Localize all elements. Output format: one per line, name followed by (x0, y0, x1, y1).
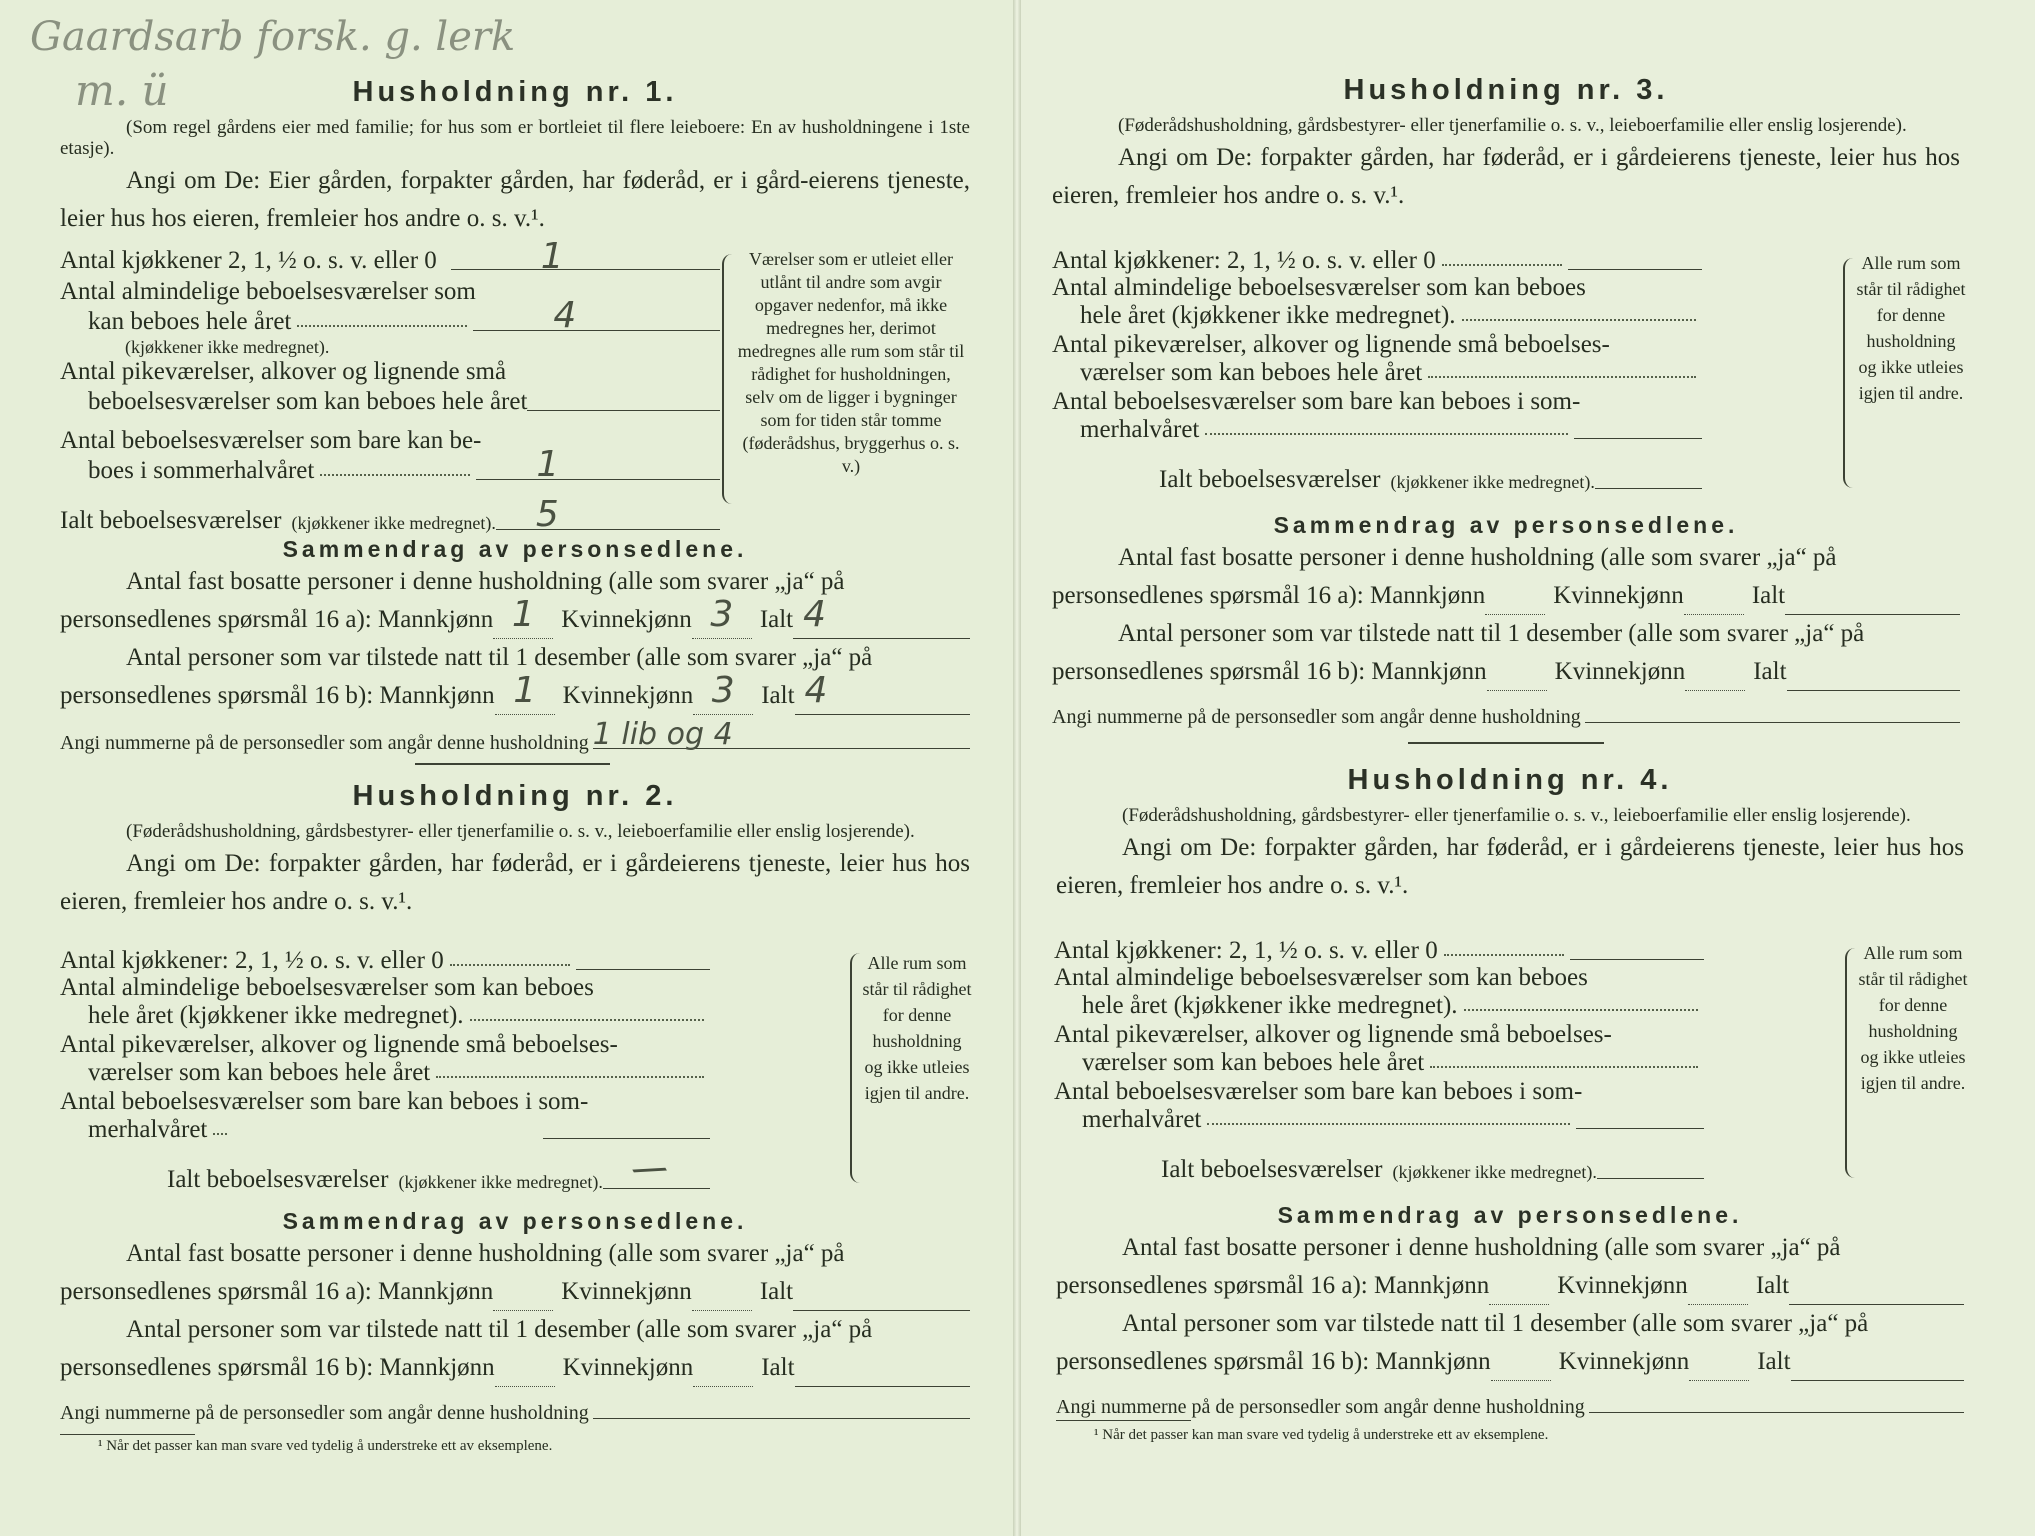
kvinne-label: Kvinnekjønn (1557, 1272, 1688, 1299)
alm-label-1: Antal almindelige beboelsesværelser som kan beboes (60, 974, 594, 1001)
til-mann-field[interactable] (495, 670, 555, 715)
fast-question: Antal fast bosatte personer i denne husholdning (alle som svarer „ja“ på (126, 568, 845, 595)
summary-title: Sammendrag av personsedlene. (1273, 512, 1739, 538)
husholdning-2 (60, 780, 970, 921)
fast-ialt-value: 4 (803, 594, 827, 635)
fast-mann-value: 1 (511, 594, 535, 635)
bracket (722, 254, 734, 504)
section-title: Husholdning nr. 2. (352, 780, 678, 812)
h4-rooms (1054, 934, 1704, 1183)
fast-kvinne-field[interactable] (692, 1286, 752, 1311)
section-note: (Føderådshusholdning, gårdsbestyrer- eller tjenerfamilie o. s. v., leieboerfamilie eller enslig losjerende). (1118, 115, 1907, 136)
separator (415, 763, 610, 765)
nummer-field[interactable] (1585, 722, 1960, 723)
section-title: Husholdning nr. 1. (352, 76, 678, 108)
kjokkener-value: 1 (540, 236, 564, 277)
sommer-label-1: Antal beboelsesværelser som bare kan beboes i som- (1052, 388, 1581, 415)
husholdning-1 (60, 76, 970, 238)
ialt-label: Ialt (759, 1278, 794, 1305)
kjokkener-label: Antal kjøkkener: 2, 1, ½ o. s. v. eller 0 (1052, 247, 1436, 274)
sommer-label-1: Antal beboelsesværelser som bare kan be- (60, 427, 482, 454)
alm-label-2: hele året (kjøkkener ikke medregnet). (1080, 302, 1456, 329)
sommer-label-2: merhalvåret (88, 1116, 208, 1143)
fast-label: personsedlenes spørsmål 16 a): Mannkjønn (60, 606, 494, 633)
section-note: (Som regel gårdens eier med familie; for hus som er bortleiet til flere leieboere: En av husholdningene i 1ste etasje). (60, 117, 970, 159)
pike-label-2: værelser som kan beboes hele året (88, 1059, 431, 1086)
ialt-rooms-label: Ialt beboelsesværelser (60, 507, 282, 534)
fast-label: personsedlenes spørsmål 16 a): Mannkjønn (1052, 582, 1486, 609)
pike-label-1: Antal pikeværelser, alkover og lignende små beboelses- (1052, 331, 1610, 358)
h2-rooms (60, 944, 710, 1193)
fast-ialt-field[interactable] (1789, 1280, 1964, 1305)
ialt-rooms-value: / (628, 1154, 671, 1186)
til-question: Antal personer som var tilstede natt til 1 desember (alle som svarer „ja“ på (126, 644, 873, 671)
kvinne-label: Kvinnekjønn (561, 1278, 692, 1305)
alm-label-1: Antal almindelige beboelsesværelser som kan beboes (1052, 274, 1586, 301)
ialt-rooms-note: (kjøkkener ikke medregnet). (1392, 1162, 1597, 1182)
pike-label-2: beboelsesværelser som kan beboes hele året (88, 388, 528, 415)
til-mann-field[interactable] (1491, 1356, 1551, 1381)
pike-label-1: Antal pikeværelser, alkover og lignende små beboelses- (1054, 1021, 1612, 1048)
footnote: ¹ Når det passer kan man svare ved tydelig å understreke ett av eksemplene. (1094, 1427, 1549, 1443)
bracket (850, 953, 862, 1183)
section-note: (Føderådshusholdning, gårdsbestyrer- eller tjenerfamilie o. s. v., leieboerfamilie eller enslig losjerende). (1122, 805, 1911, 826)
fast-label: personsedlenes spørsmål 16 a): Mannkjønn (1056, 1272, 1490, 1299)
ialt-label: Ialt (1755, 1272, 1790, 1299)
section-title: Husholdning nr. 3. (1343, 74, 1669, 106)
fast-mann-field[interactable] (493, 594, 553, 639)
sommer-field[interactable] (543, 1138, 710, 1139)
handwritten-initials: m. ü (75, 66, 169, 115)
kvinne-label: Kvinnekjønn (1558, 1348, 1690, 1375)
footnote: ¹ Når det passer kan man svare ved tydelig å understreke ett av eksemplene. (98, 1438, 553, 1454)
brace-note: Alle rum som står til rådighet for denne husholdning og ikke utleies igjen til andre. (1856, 253, 1966, 403)
nummer-label: Angi nummerne på de personsedler som angår denne husholdning (60, 1402, 589, 1424)
nummer-label: Angi nummerne på de personsedler som angår denne husholdning (1056, 1396, 1585, 1418)
alm-label-1: Antal almindelige beboelsesværelser som (60, 278, 476, 305)
ialt-label: Ialt (759, 606, 794, 633)
fast-mann-field[interactable] (493, 1286, 553, 1311)
nummer-field[interactable] (1589, 1412, 1964, 1413)
til-question: Antal personer som var tilstede natt til 1 desember (alle som svarer „ja“ på (126, 1316, 873, 1343)
til-kvinne-field[interactable] (1685, 666, 1745, 691)
til-mann-value: 1 (513, 670, 537, 711)
til-question: Antal personer som var tilstede natt til 1 desember (alle som svarer „ja“ på (1118, 620, 1865, 647)
ialt-label: Ialt (1757, 1348, 1791, 1375)
ialt-rooms-value: 5 (535, 494, 559, 535)
alm-label-2: kan beboes hele året (88, 308, 292, 335)
nummer-label: Angi nummerne på de personsedler som angår denne husholdning (1052, 706, 1581, 728)
til-mann-field[interactable] (1487, 666, 1547, 691)
section-title: Husholdning nr. 4. (1347, 764, 1673, 796)
brace-note: Alle rum som står til rådighet for denne husholdning og ikke utleies igjen til andre. (862, 953, 972, 1103)
sommer-label-2: boes i sommerhalvåret (88, 457, 315, 484)
pike-label-1: Antal pikeværelser, alkover og lignende små beboelses- (60, 1031, 618, 1058)
section-note: (Føderådshusholdning, gårdsbestyrer- eller tjenerfamilie o. s. v., leieboerfamilie eller enslig losjerende). (126, 821, 915, 842)
separator (1408, 742, 1604, 744)
angi-question: Angi om De: Eier gården, forpakter gården, har føderåd, er i gård-eierens tjeneste, leier hus hos eieren, fremleier hos andre o. s. v.¹. (60, 167, 970, 232)
kvinne-label: Kvinnekjønn (1554, 658, 1686, 685)
til-label: personsedlenes spørsmål 16 b): Mannkjønn (1052, 658, 1487, 685)
ialt-rooms-label: Ialt beboelsesværelser (1161, 1156, 1383, 1183)
fast-kvinne-value: 3 (710, 594, 734, 635)
kjokkener-field[interactable] (1570, 959, 1704, 960)
sommer-value: 1 (536, 444, 560, 485)
nummer-field[interactable] (593, 1418, 970, 1419)
kvinne-label: Kvinnekjønn (562, 1354, 694, 1381)
angi-question: Angi om De: forpakter gården, har føderåd, er i gårdeierens tjeneste, leier hus hos eieren, fremleier hos andre o. s. v.¹. (60, 850, 970, 915)
h4-summary (1056, 1202, 1964, 1419)
fast-question: Antal fast bosatte personer i denne husholdning (alle som svarer „ja“ på (1118, 544, 1837, 571)
ialt-label: Ialt (1751, 582, 1786, 609)
handwritten-note: Gaardsarb forsk. g. lerk (30, 14, 516, 60)
sommer-label-1: Antal beboelsesværelser som bare kan beboes i som- (60, 1088, 589, 1115)
ialt-rooms-label: Ialt beboelsesværelser (167, 1166, 389, 1193)
kjokkener-field[interactable] (1568, 269, 1702, 270)
ialt-rooms-label: Ialt beboelsesværelser (1159, 466, 1381, 493)
h3-rooms (1052, 244, 1702, 493)
footnote-separator (1056, 1420, 1191, 1421)
kjokkener-label: Antal kjøkkener: 2, 1, ½ o. s. v. eller 0 (60, 947, 444, 974)
til-label: personsedlenes spørsmål 16 b): Mannkjønn (60, 682, 495, 709)
pike-label-2: værelser som kan beboes hele året (1082, 1049, 1425, 1076)
til-kvinne-field[interactable] (1689, 1356, 1749, 1381)
ialt-rooms-note: (kjøkkener ikke medregnet). (1390, 472, 1595, 492)
fast-label: personsedlenes spørsmål 16 a): Mannkjønn (60, 1278, 494, 1305)
sommer-field[interactable] (476, 444, 720, 485)
fast-mann-field[interactable] (1489, 1280, 1549, 1305)
angi-question: Angi om De: forpakter gården, har føderåd, er i gårdeierens tjeneste, leier hus hos eieren, fremleier hos andre o. s. v.¹. (1056, 834, 1964, 899)
bracket (1843, 258, 1855, 488)
sommer-label-2: merhalvåret (1082, 1106, 1202, 1133)
fast-ialt-field[interactable] (1785, 590, 1960, 615)
ialt-rooms-note: (kjøkkener ikke medregnet). (291, 513, 496, 533)
sommer-field[interactable] (1576, 1128, 1704, 1129)
brace-note: Værelser som er utleiet eller utlånt til andre som avgir opgaver nedenfor, må ikke medregnes her, derimot medregnes alle rum som står til rådighet for husholdningen, selv om de ligger i bygninger som for tiden står tomme (føderådshus, bryggerhus o. s. v.) (737, 249, 965, 476)
fast-question: Antal fast bosatte personer i denne husholdning (alle som svarer „ja“ på (1122, 1234, 1841, 1261)
kvinne-label: Kvinnekjønn (562, 682, 694, 709)
til-ialt-value: 4 (804, 670, 828, 711)
alm-label-2: hele året (kjøkkener ikke medregnet). (1082, 992, 1458, 1019)
sommer-field[interactable] (1574, 438, 1702, 439)
ialt-label: Ialt (761, 682, 795, 709)
fast-kvinne-field[interactable] (1684, 590, 1744, 615)
alm-label-1: Antal almindelige beboelsesværelser som kan beboes (1054, 964, 1588, 991)
alm-label-2: hele året (kjøkkener ikke medregnet). (88, 1002, 464, 1029)
til-kvinne-field[interactable] (693, 670, 753, 715)
til-ialt-field[interactable] (1791, 1356, 1964, 1381)
summary-title: Sammendrag av personsedlene. (1277, 1202, 1743, 1228)
fast-mann-field[interactable] (1485, 590, 1545, 615)
til-ialt-field[interactable] (795, 1362, 970, 1387)
summary-title: Sammendrag av personsedlene. (282, 1208, 748, 1234)
ialt-rooms-note: (kjøkkener ikke medregnet). (398, 1172, 603, 1192)
angi-question: Angi om De: forpakter gården, har føderåd, er i gårdeierens tjeneste, leier hus hos eieren, fremleier hos andre o. s. v.¹. (1052, 144, 1960, 209)
pike-field[interactable] (527, 410, 720, 411)
pike-label-2: værelser som kan beboes hele året (1080, 359, 1423, 386)
brace-note: Alle rum som står til rådighet for denne husholdning og ikke utleies igjen til andre. (1858, 943, 1968, 1093)
nummer-field[interactable] (592, 717, 970, 752)
ialt-rooms-field[interactable] (1597, 1178, 1704, 1179)
til-ialt-field[interactable] (795, 670, 970, 715)
kjokkener-label: Antal kjøkkener: 2, 1, ½ o. s. v. eller 0 (1054, 937, 1438, 964)
fast-question: Antal fast bosatte personer i denne husholdning (alle som svarer „ja“ på (126, 1240, 845, 1267)
pike-label-1: Antal pikeværelser, alkover og lignende små (60, 358, 507, 385)
ialt-rooms-field[interactable] (496, 494, 720, 535)
til-ialt-field[interactable] (1787, 666, 1960, 691)
til-question: Antal personer som var tilstede natt til 1 desember (alle som svarer „ja“ på (1122, 1310, 1869, 1337)
sommer-label-1: Antal beboelsesværelser som bare kan beboes i som- (1054, 1078, 1583, 1105)
kjokkener-field[interactable] (576, 969, 710, 970)
fast-kvinne-field[interactable] (692, 594, 752, 639)
alm-value: 4 (553, 295, 577, 336)
h1-summary (60, 536, 970, 755)
til-kvinne-field[interactable] (693, 1362, 753, 1387)
fast-ialt-field[interactable] (793, 594, 970, 639)
kvinne-label: Kvinnekjønn (1553, 582, 1684, 609)
alm-field[interactable] (473, 295, 720, 336)
til-label: personsedlenes spørsmål 16 b): Mannkjønn (1056, 1348, 1491, 1375)
h1-rooms (60, 236, 720, 535)
bracket (1845, 948, 1857, 1178)
ialt-rooms-field[interactable] (603, 1154, 710, 1189)
kjokkener-field[interactable] (451, 236, 720, 277)
nummer-label: Angi nummerne på de personsedler som angår denne husholdning (60, 732, 589, 754)
ialt-rooms-field[interactable] (1595, 488, 1702, 489)
fast-kvinne-field[interactable] (1688, 1280, 1748, 1305)
page-fold (1013, 0, 1021, 1536)
husholdning-4 (1056, 764, 1964, 905)
til-label: personsedlenes spørsmål 16 b): Mannkjønn (60, 1354, 495, 1381)
kjokkener-label: Antal kjøkkener 2, 1, ½ o. s. v. eller 0 (60, 247, 437, 274)
kvinne-label: Kvinnekjønn (561, 606, 692, 633)
nummer-value: 1 lib og 4 (592, 717, 733, 752)
ialt-label: Ialt (761, 1354, 795, 1381)
ialt-label: Ialt (1753, 658, 1787, 685)
til-mann-field[interactable] (495, 1362, 555, 1387)
til-kvinne-value: 3 (711, 670, 735, 711)
h2-summary (60, 1208, 970, 1425)
sommer-label-2: merhalvåret (1080, 416, 1200, 443)
summary-title: Sammendrag av personsedlene. (282, 536, 748, 562)
h3-summary (1052, 512, 1960, 729)
alm-note: (kjøkkener ikke medregnet). (125, 337, 330, 357)
fast-ialt-field[interactable] (793, 1286, 970, 1311)
husholdning-3 (1052, 74, 1960, 215)
footnote-separator (60, 1434, 195, 1435)
